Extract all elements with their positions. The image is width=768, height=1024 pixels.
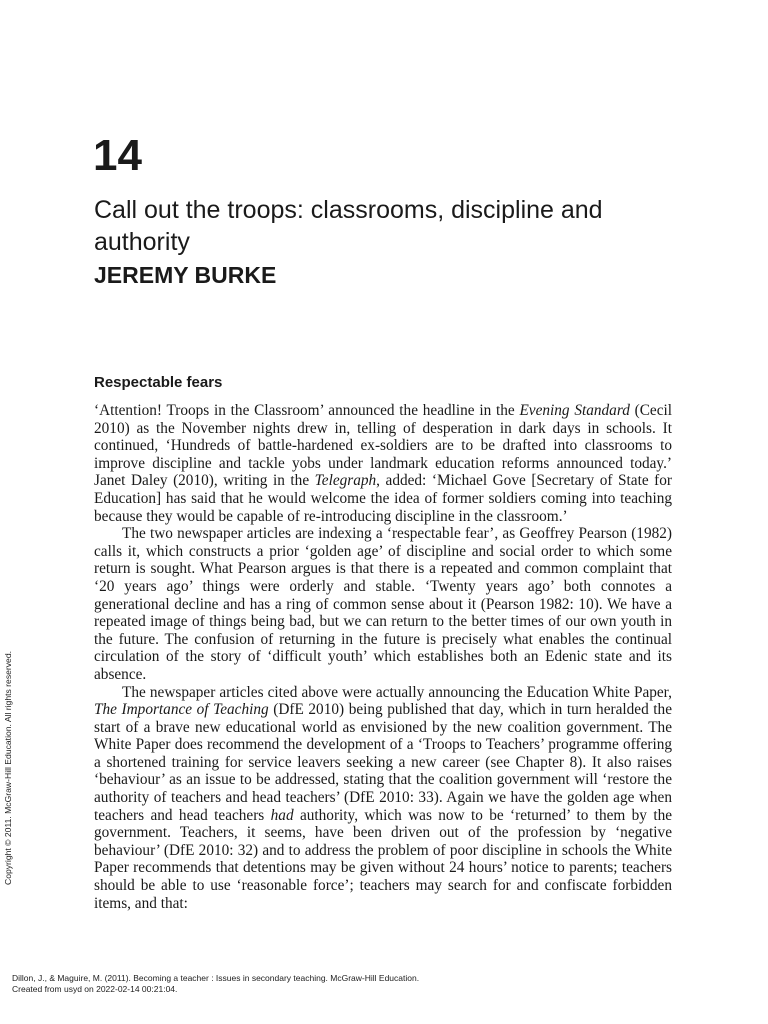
paragraph-3-text-e: authority, which was now to be ‘returned’ to them by the government. Teachers, it seems, have been driven out of the profession by ‘negative behaviour’ (DfE 2010: 32) and to address the problem of poor discipline in schools the White Paper recommends that detentions may be given without 24 hours’ notice to parents; teachers should be able to use ‘reasonable force’; teachers may search for and confiscate forbidden items, and that: [94, 806, 673, 912]
copyright-notice: Copyright © 2011. McGraw-Hill Education. All rights reserved. [3, 651, 13, 885]
paragraph-1-text-c: (Cecil 2010) as the November nights drew in, telling of desperation in dark days in schools. It continued, ‘Hundreds of battle-hardened ex-soldiers are to be drafted into classrooms to improve discipline and tackle yobs under landmark education reforms announced today.’ Janet Daley (2010), writing in the [94, 402, 672, 490]
chapter-author: JEREMY BURKE [94, 262, 277, 288]
chapter-number: 14 [93, 131, 142, 180]
section-heading: Respectable fears [94, 374, 223, 391]
paragraph-3-text-c: (DfE 2010) being published that day, which in turn heralded the start of a brave new educational world as envisioned by the new coalition government. The White Paper does recommend the development of a ‘Troops to Teachers’ programme offering a shortened training for service leavers seeking a new career (see Chapter 8). It also raises ‘behaviour’ as an issue to be addressed, stating that the coalition government will ‘restore the authority of teachers and head teachers’ (DfE 2010: 33). Again we have the golden age when teachers and head teachers [94, 701, 672, 824]
paragraph-1 [94, 402, 672, 525]
chapter-title: Call out the troops: classrooms, discipline and authority [94, 196, 603, 256]
footer [12, 973, 419, 995]
paragraph-3-text-a: The newspaper articles cited above were actually announcing the Education White Paper, [122, 683, 672, 701]
paragraph-2: The two newspaper articles are indexing a ‘respectable fear’, as Geoffrey Pearson (1982) calls it, which constructs a prior ‘golden age’ of discipline and social order to which some return is sought. What Pearson argues is that there is a repeated and common complaint that ‘20 years ago’ things were orderly and stable. ‘Twenty years ago’ both connotes a generational decline and has a ring of common sense about it (Pearson 1982: 10). We have a repeated image of things being bad, but we can return to the better times of our own youth in the future. The confusion of returning in the future is precisely what enables the continual circulation of the story of ‘difficult youth’ which establishes both an Edenic state and its absence. [94, 525, 672, 683]
paragraph-1-text-e: , added: ‘Michael Gove [Secretary of State for Education] has said that he would welcome the idea of former soldiers coming into teaching because they would be capable of re-introducing discipline in the classroom.’ [94, 472, 672, 525]
paragraph-3-title-white-paper: The Importance of Teaching [94, 701, 269, 719]
body-text [94, 402, 672, 912]
footer-citation: Dillon, J., & Maguire, M. (2011). Becoming a teacher : Issues in secondary teaching. McGraw-Hill Education. [12, 973, 420, 983]
paragraph-1-text-a: ‘Attention! Troops in the Classroom’ announced the headline in the [94, 402, 520, 419]
paragraph-3 [94, 684, 672, 913]
paragraph-3-emphasis-had: had [270, 806, 294, 824]
paragraph-1-source-evening-standard: Evening Standard [519, 402, 630, 419]
footer-created: Created from usyd on 2022-02-14 00:21:04. [12, 984, 178, 994]
paragraph-1-source-telegraph: Telegraph [314, 472, 377, 490]
